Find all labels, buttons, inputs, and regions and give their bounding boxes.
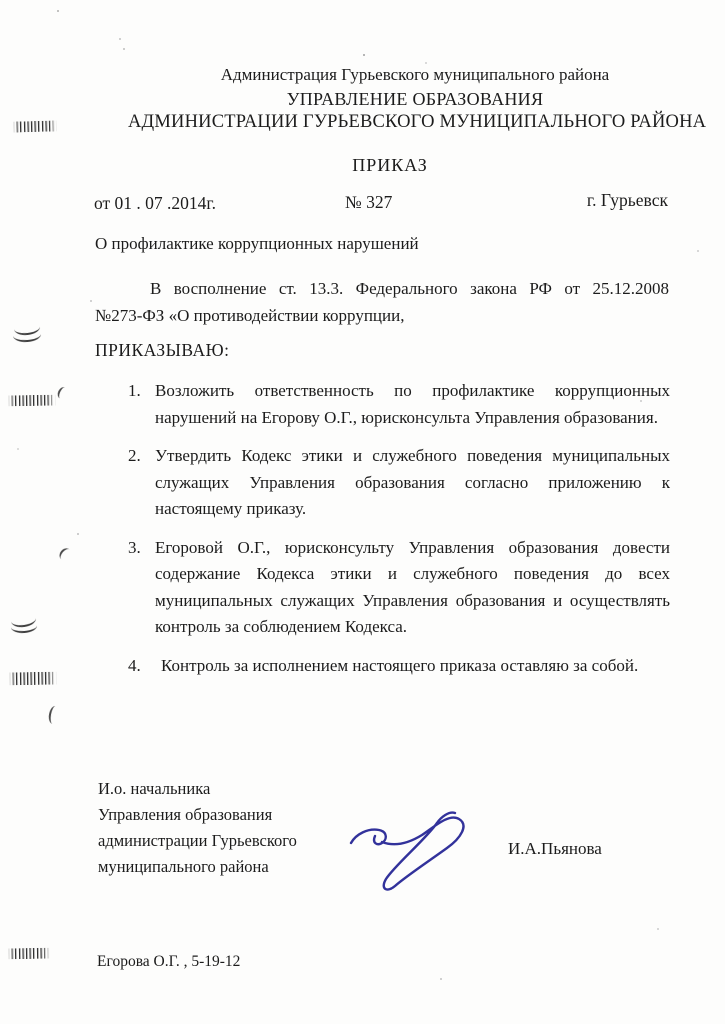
item-number: 3. — [128, 537, 141, 557]
item-text-line: нарушений на Егорову О.Г., юрисконсульта Управления образования. — [155, 407, 658, 427]
signer-position-line: муниципального района — [98, 857, 269, 876]
signer-position — [98, 776, 338, 880]
item-text-line: служащих Управления образования согласно приложению к — [155, 472, 670, 492]
item-text-line: муниципальных служащих Управления образования и осуществлять — [155, 590, 670, 610]
item-text-line: содержание Кодекса этики и служебного поведения до всех — [155, 564, 670, 583]
signer-position-line: администрации Гурьевского — [98, 831, 297, 850]
org-name-line1: Администрация Гурьевского муниципального района — [220, 65, 610, 84]
scan-arc-mark — [11, 619, 38, 634]
handwritten-signature-icon — [337, 797, 485, 895]
executor-contact: Егорова О.Г. , 5-19-12 — [97, 953, 241, 970]
scan-ink-tick — [57, 546, 74, 563]
scan-ink-tick — [48, 705, 61, 724]
signer-name: И.А.Пьянова — [508, 839, 602, 858]
order-item-1 — [95, 378, 670, 431]
item-text-line: Возложить ответственность по профилактике коррупционных — [155, 381, 670, 400]
order-subject: О профилактике коррупционных нарушений — [95, 234, 419, 253]
order-item-4 — [95, 653, 670, 680]
scan-arc-mark — [13, 327, 42, 343]
item-text-line: Егоровой О.Г., юрисконсульту Управления образования довести — [155, 537, 670, 557]
scan-smudge-mark — [13, 120, 57, 132]
scan-smudge-mark — [8, 948, 50, 960]
scan-smudge-mark — [9, 672, 57, 686]
scan-smudge-mark — [8, 395, 56, 407]
order-city: г. Гурьевск — [586, 190, 668, 210]
item-text-line: контроль за соблюдением Кодекса. — [155, 617, 408, 636]
order-items-list — [95, 378, 670, 691]
signer-position-line: Управления образования — [98, 805, 273, 824]
item-text-line: настоящему приказу. — [155, 499, 307, 518]
item-number: 4. — [128, 655, 141, 675]
item-number: 1. — [128, 381, 141, 400]
scan-dust-speckles — [57, 10, 59, 12]
org-name-line3: АДМИНИСТРАЦИИ ГУРЬЕВСКОГО МУНИЦИПАЛЬНОГО РАЙОНА — [128, 112, 707, 132]
preamble-line: №273-ФЗ «О противодействии коррупции, — [95, 306, 405, 325]
order-number: № 327 — [345, 192, 393, 212]
item-number: 2. — [128, 446, 141, 465]
org-name-line2: УПРАВЛЕНИЕ ОБРАЗОВАНИЯ — [286, 89, 544, 109]
order-date: от 01 . 07 .2014г. — [94, 193, 216, 213]
order-item-2 — [95, 443, 670, 523]
item-text-line: Контроль за исполнением настоящего приказа оставляю за собой. — [161, 655, 639, 675]
directive-word: ПРИКАЗЫВАЮ: — [95, 340, 230, 360]
scan-ink-tick — [56, 386, 69, 401]
signer-position-line: И.о. начальника — [98, 779, 211, 798]
preamble-line: В восполнение ст. 13.3. Федерального закона РФ от 25.12.2008 — [150, 279, 669, 298]
document-type-title: ПРИКАЗ — [352, 155, 428, 175]
order-item-3 — [95, 535, 670, 641]
item-text-line: Утвердить Кодекс этики и служебного поведения муниципальных — [155, 446, 670, 465]
order-preamble — [95, 275, 669, 329]
